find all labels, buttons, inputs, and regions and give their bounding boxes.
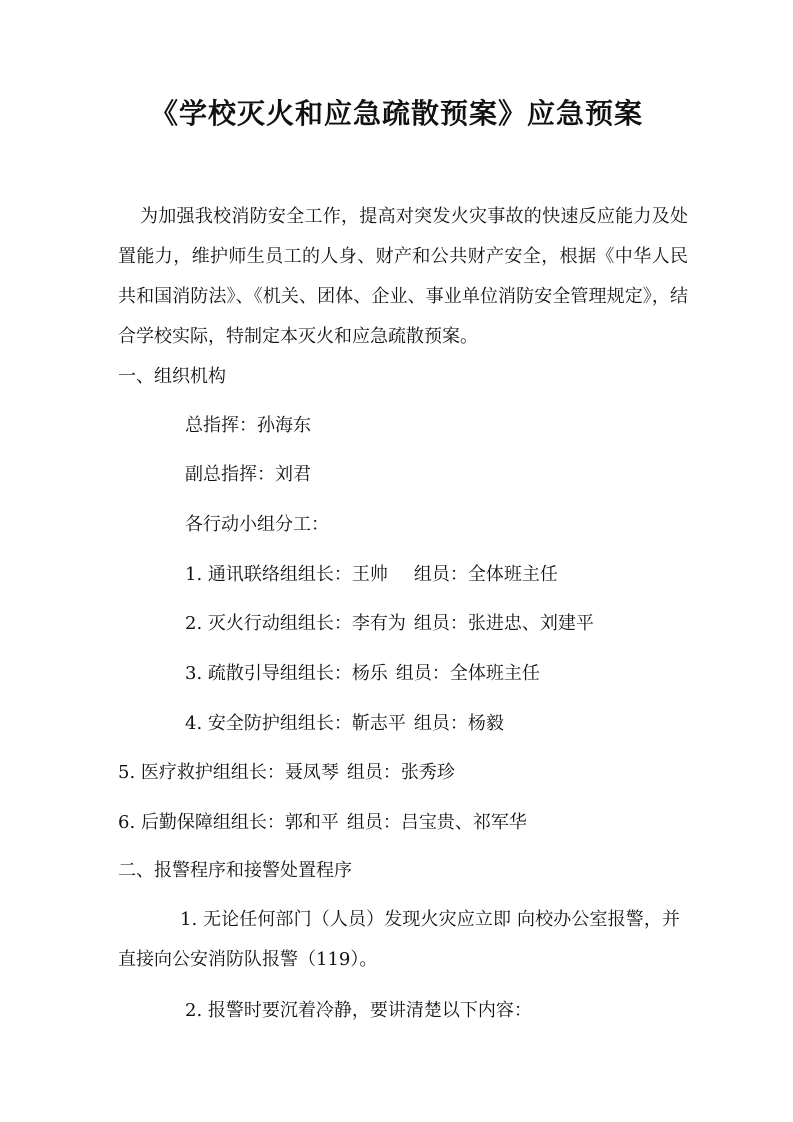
section-heading-alarm: 二、报警程序和接警处置程序 <box>118 860 352 881</box>
group-leader: 2. 灭火行动组组长：李有为 <box>185 613 406 634</box>
group-item <box>118 808 527 838</box>
group-members: 组员：杨毅 <box>413 713 504 734</box>
group-members: 组员：全体班主任 <box>413 564 558 585</box>
group-item <box>185 709 504 739</box>
group-leader: 4. 安全防护组组长：靳志平 <box>185 713 406 734</box>
group-members: 组员：张进忠、刘建平 <box>413 613 594 634</box>
alarm-item-2: 2. 报警时要沉着冷静，要讲清楚以下内容： <box>185 1000 532 1021</box>
deputy-commander-line: 副总指挥：刘君 <box>185 464 311 485</box>
group-members: 组员：张秀珍 <box>346 762 455 783</box>
group-leader: 1. 通讯联络组组长：王帅 <box>185 564 388 585</box>
group-item <box>185 560 558 590</box>
intro-paragraph: 为加强我校消防安全工作，提高对突发火灾事故的快速反应能力及处置能力，维护师生员工的人身、财产和公共财产安全，根据《中华人民共和国消防法》、《机关、团体、企业、事业单位消防安全管理规定》，结合学校实际，特制定本灭火和应急疏散预案。 <box>118 206 688 347</box>
group-members: 组员：吕宝贵、祁军华 <box>346 812 527 833</box>
group-leader: 5. 医疗救护组组长：聂凤琴 <box>118 762 339 783</box>
groups-intro-line: 各行动小组分工： <box>185 514 329 535</box>
group-item <box>118 758 455 788</box>
alarm-item-1: 1. 无论任何部门（人员）发现火灾应立即 向校办公室报警，并直接向公安消防队报警（119）。 <box>118 909 680 970</box>
group-leader: 6. 后勤保障组组长：郭和平 <box>118 812 339 833</box>
group-leader: 3. 疏散引导组组长：杨乐 <box>185 663 388 684</box>
document-title: 《学校灭火和应急疏散预案》应急预案 <box>149 97 643 130</box>
group-item <box>185 659 540 689</box>
group-members: 组员：全体班主任 <box>395 663 540 684</box>
commander-line: 总指挥：孙海东 <box>185 415 311 436</box>
section-heading-organization: 一、组织机构 <box>118 366 226 387</box>
group-item <box>185 609 594 639</box>
